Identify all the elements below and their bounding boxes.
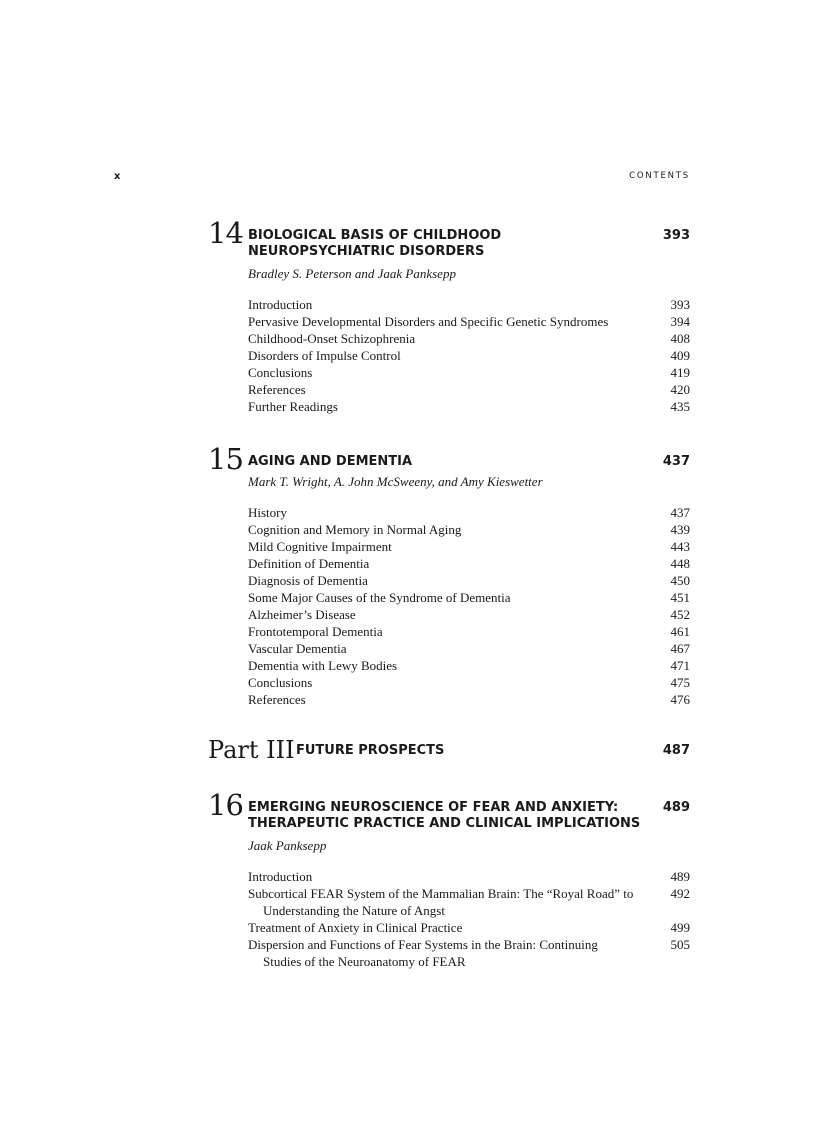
- chapter-number: 15: [208, 442, 243, 476]
- section-page: 409: [670, 348, 690, 363]
- section-page: 435: [670, 399, 690, 414]
- chapter-page: 489: [662, 800, 690, 815]
- section-list: [248, 868, 690, 970]
- section-entry: [248, 504, 690, 521]
- chapter-authors: Bradley S. Peterson and Jaak Panksepp: [248, 266, 456, 281]
- section-title: Vascular Dementia: [248, 641, 347, 656]
- section-title: History: [248, 505, 287, 520]
- section-title: Dispersion and Functions of Fear Systems in the Brain: Continuing Studies of the Neuroanatomy of FEAR: [248, 937, 598, 969]
- section-page: 443: [670, 539, 690, 554]
- section-entry: [248, 521, 690, 538]
- section-page: 471: [670, 658, 690, 673]
- section-entry: [248, 674, 690, 691]
- section-title: Diagnosis of Dementia: [248, 573, 368, 588]
- section-title: Subcortical FEAR System of the Mammalian Brain: The “Royal Road” to Understanding the Nature of Angst: [248, 886, 634, 918]
- section-entry: [248, 381, 690, 398]
- section-title: Introduction: [248, 869, 313, 884]
- chapter-title: BIOLOGICAL BASIS OF CHILDHOOD NEUROPSYCHIATRIC DISORDERS: [248, 228, 502, 259]
- section-entry: [248, 313, 690, 330]
- section-title: Mild Cognitive Impairment: [248, 539, 392, 554]
- section-title: Childhood-Onset Schizophrenia: [248, 331, 416, 346]
- section-title: References: [248, 692, 306, 707]
- section-page: 467: [670, 641, 690, 656]
- section-title: Cognition and Memory in Normal Aging: [248, 522, 462, 537]
- section-title: Alzheimer’s Disease: [248, 607, 356, 622]
- section-page: 437: [670, 505, 690, 520]
- section-page: 448: [670, 556, 690, 571]
- section-page: 475: [670, 675, 690, 690]
- section-title: Conclusions: [248, 675, 313, 690]
- section-page: 408: [670, 331, 690, 346]
- section-title: Dementia with Lewy Bodies: [248, 658, 398, 673]
- section-title: Some Major Causes of the Syndrome of Dementia: [248, 590, 511, 605]
- section-title: Introduction: [248, 297, 313, 312]
- section-page: 439: [670, 522, 690, 537]
- section-entry: [248, 555, 690, 572]
- running-title: CONTENTS: [629, 171, 690, 181]
- section-entry: [248, 347, 690, 364]
- chapter-page: 393: [662, 228, 690, 243]
- section-list: [248, 504, 690, 708]
- section-entry: [248, 640, 690, 657]
- section-page: 452: [670, 607, 690, 622]
- section-page: 492: [670, 886, 690, 901]
- section-title: Frontotemporal Dementia: [248, 624, 383, 639]
- chapter-page: 437: [662, 454, 690, 469]
- section-page: 451: [670, 590, 690, 605]
- section-list: [248, 296, 690, 415]
- section-page: 393: [670, 297, 690, 312]
- section-page: 420: [670, 382, 690, 397]
- part-label: Part III: [208, 736, 295, 764]
- chapter-title: EMERGING NEUROSCIENCE OF FEAR AND ANXIETY: THERAPEUTIC PRACTICE AND CLINICAL IMPLICATIONS: [248, 800, 641, 831]
- section-entry: [248, 936, 690, 970]
- section-title: Conclusions: [248, 365, 313, 380]
- section-title: References: [248, 382, 306, 397]
- section-entry: [248, 398, 690, 415]
- chapter-number: 16: [208, 788, 243, 822]
- chapter-authors: Jaak Panksepp: [248, 838, 327, 853]
- section-page: 505: [670, 937, 690, 952]
- page-folio: x: [114, 171, 121, 182]
- section-entry: [248, 919, 690, 936]
- chapter-number: 14: [208, 216, 243, 250]
- section-entry: [248, 868, 690, 885]
- section-entry: [248, 538, 690, 555]
- part-heading: [208, 735, 690, 765]
- section-entry: [248, 885, 690, 919]
- section-entry: [248, 364, 690, 381]
- section-entry: [248, 572, 690, 589]
- section-page: 450: [670, 573, 690, 588]
- section-page: 419: [670, 365, 690, 380]
- section-title: Definition of Dementia: [248, 556, 370, 571]
- section-title: Pervasive Developmental Disorders and Specific Genetic Syndromes: [248, 314, 609, 329]
- section-entry: [248, 657, 690, 674]
- section-title: Treatment of Anxiety in Clinical Practice: [248, 920, 463, 935]
- section-page: 499: [670, 920, 690, 935]
- section-page: 394: [670, 314, 690, 329]
- section-entry: [248, 296, 690, 313]
- section-title: Further Readings: [248, 399, 338, 414]
- section-page: 476: [670, 692, 690, 707]
- part-page: 487: [662, 743, 690, 758]
- section-entry: [248, 691, 690, 708]
- section-entry: [248, 606, 690, 623]
- section-entry: [248, 623, 690, 640]
- section-entry: [248, 330, 690, 347]
- running-header: [114, 171, 690, 185]
- section-page: 461: [670, 624, 690, 639]
- chapter-authors: Mark T. Wright, A. John McSweeny, and Amy Kieswetter: [248, 474, 543, 489]
- chapter-title: AGING AND DEMENTIA: [248, 454, 413, 469]
- part-title: FUTURE PROSPECTS: [296, 743, 445, 758]
- section-page: 489: [670, 869, 690, 884]
- section-title: Disorders of Impulse Control: [248, 348, 401, 363]
- section-entry: [248, 589, 690, 606]
